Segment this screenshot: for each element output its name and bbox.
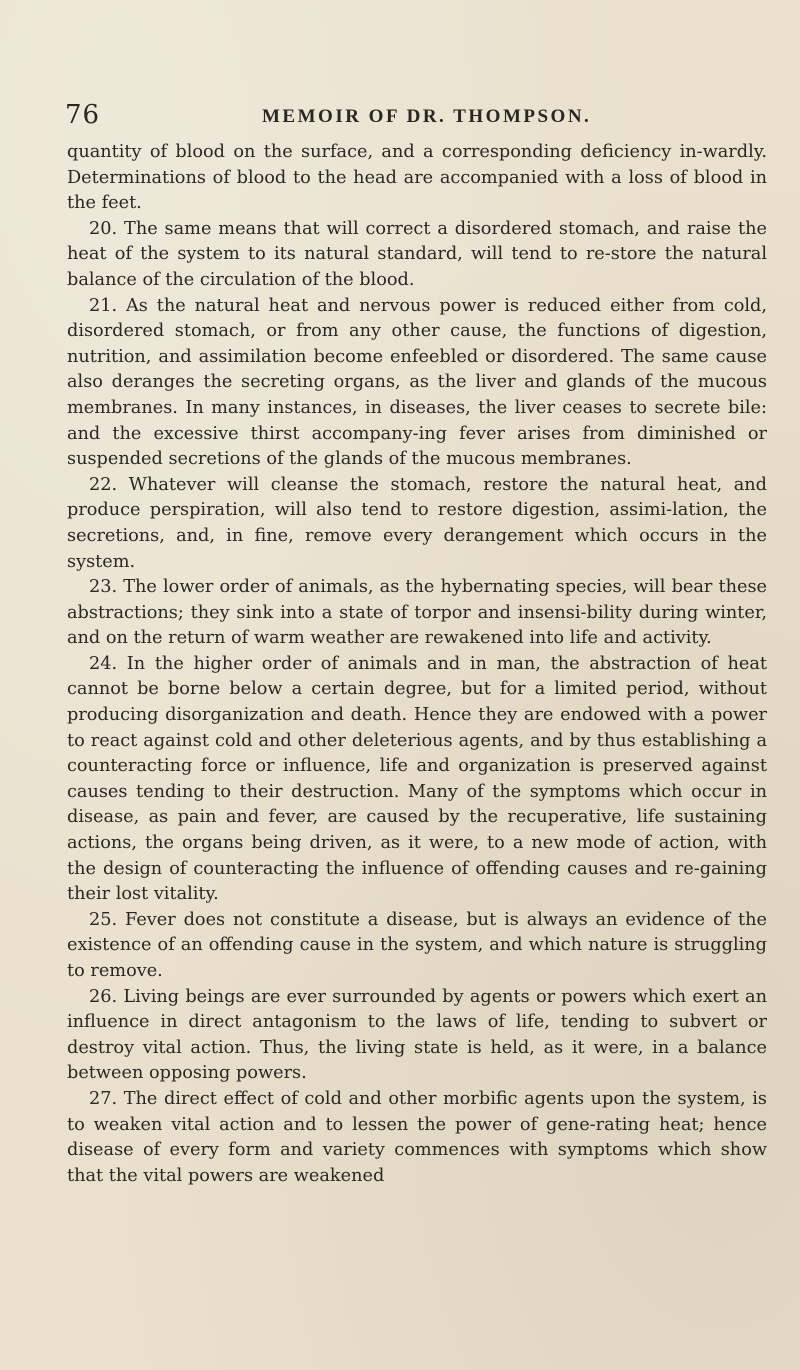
- paragraph-26: 26. Living beings are ever surrounded by agents or powers which exert an influence in direct antagonism to the laws of life, tending to subvert or destroy vital action. Thus, the living state is held, as it were, in a balance between opposing powers.: [67, 986, 767, 1084]
- page-number: 76: [65, 100, 101, 130]
- paragraph-continuation: quantity of blood on the surface, and a corresponding deficiency in-wardly. Determinations of blood to the head are accompanied with a loss of blood in the feet.: [67, 142, 767, 214]
- running-title: MEMOIR OF DR. THOMPSON.: [262, 106, 592, 127]
- body-text: [67, 140, 767, 1189]
- paragraph-20: 20. The same means that will correct a disordered stomach, and raise the heat of the system to its natural standard, will tend to re-store the natural balance of the circulation of the blood.: [67, 218, 767, 290]
- paragraph-24: 24. In the higher order of animals and in man, the abstraction of heat cannot be borne below a certain degree, but for a limited period, without producing disorganization and death. Hence they are endowed with a power to react against cold and other deleterious agents, and by thus establishing a counteracting force or influence, life and organization is preserved against causes tending to their destruction. Many of the symptoms which occur in disease, as pain and fever, are caused by the recuperative, life sustaining actions, the organs being driven, as it were, to a new mode of action, with the design of counteracting the influence of offending causes and re-gaining their lost vitality.: [67, 653, 767, 905]
- paragraph-27: 27. The direct effect of cold and other morbific agents upon the system, is to weaken vital action and to lessen the power of gene-rating heat; hence disease of every form and variety commences with symptoms which show that the vital powers are weakened: [67, 1088, 767, 1186]
- paragraph-23: 23. The lower order of animals, as the hybernating species, will bear these abstractions; they sink into a state of torpor and insensi-bility during winter, and on the return of warm weather are rewakened into life and activity.: [67, 577, 767, 649]
- paragraph-25: 25. Fever does not constitute a disease, but is always an evidence of the existence of an offending cause in the system, and which nature is struggling to remove.: [67, 909, 767, 981]
- paragraph-22: 22. Whatever will cleanse the stomach, restore the natural heat, and produce perspiration, will also tend to restore digestion, assimi-lation, the secretions, and, in fine, remove every derangement which occurs in the system.: [67, 474, 767, 572]
- paragraph-21: 21. As the natural heat and nervous power is reduced either from cold, disordered stomach, or from any other cause, the functions of digestion, nutrition, and assimilation become enfeebled or disordered. The same cause also deranges the secreting organs, as the liver and glands of the mucous membranes. In many instances, in diseases, the liver ceases to secrete bile: and the excessive thirst accompany-ing fever arises from diminished or suspended secretions of the glands of the mucous membranes.: [67, 295, 767, 470]
- page-header: [0, 100, 800, 140]
